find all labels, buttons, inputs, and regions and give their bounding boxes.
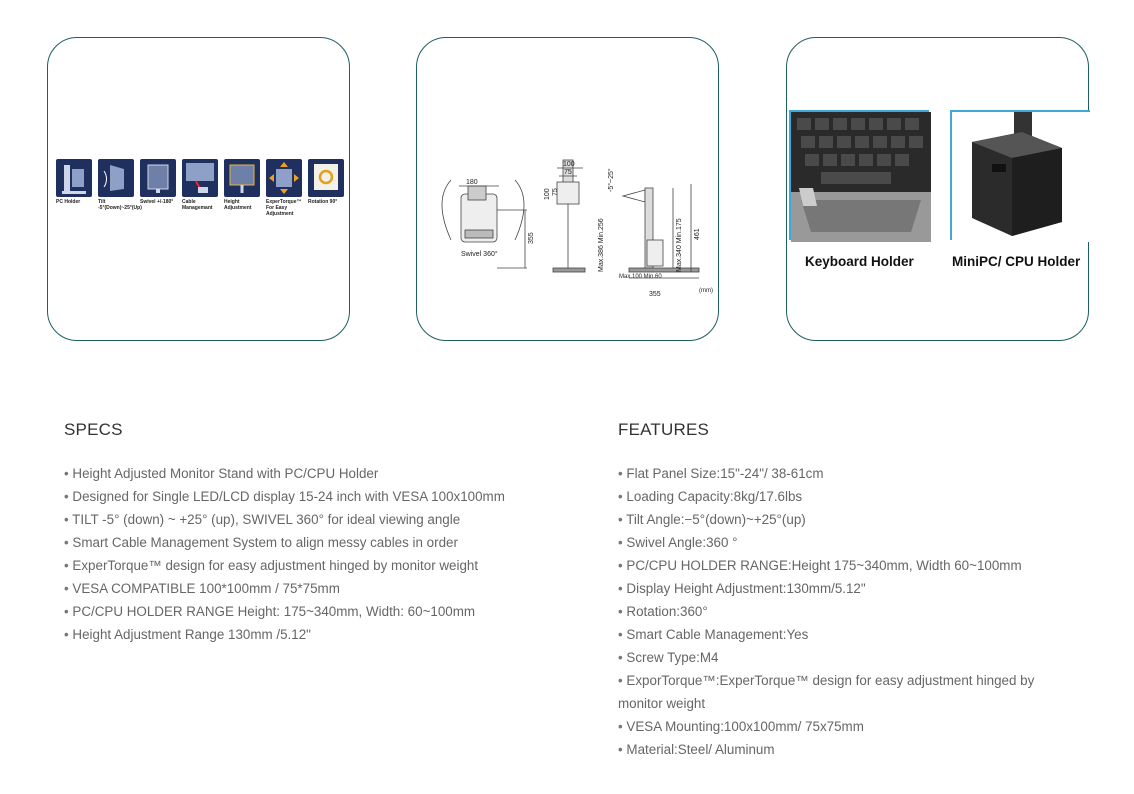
feature-icons-card <box>47 37 350 341</box>
dim-75: 75 <box>564 169 572 176</box>
list-item: • VESA Mounting:100x100mm/ 75x75mm <box>618 715 1068 738</box>
features-list <box>618 462 1068 761</box>
dim-swivel: Swivel 360° <box>461 251 498 258</box>
list-item: • Material:Steel/ Aluminum <box>618 738 1068 761</box>
height-adjustment-icon <box>224 159 260 197</box>
list-item: • ExporTorque™:ExperTorque™ design for easy adjustment hinged by monitor weight <box>618 669 1068 715</box>
dim-max340: Max.340 Min.175 <box>676 218 683 272</box>
feature-icon-strip <box>56 159 346 223</box>
specs-section <box>64 420 584 646</box>
features-section <box>618 420 1068 761</box>
dim-100-vertical: 100 <box>544 188 551 200</box>
swivel-icon <box>140 159 176 197</box>
list-item: • Display Height Adjustment:130mm/5.12" <box>618 577 1068 600</box>
list-item: • ExperTorque™ design for easy adjustment hinged by monitor weight <box>64 554 584 577</box>
dim-180: 180 <box>466 179 478 186</box>
list-item: • Rotation:360° <box>618 600 1068 623</box>
keyboard-holder-photo <box>789 110 929 240</box>
list-item: • Height Adjusted Monitor Stand with PC/CPU Holder <box>64 462 584 485</box>
dim-unit: (mm) <box>699 288 713 294</box>
dimensions-card <box>416 37 719 341</box>
front-view <box>553 160 585 272</box>
specs-list <box>64 462 584 646</box>
features-title: FEATURES <box>618 420 710 439</box>
list-item: • Tilt Angle:−5°(down)~+25°(up) <box>618 508 1068 531</box>
list-item: • Designed for Single LED/LCD display 15-24 inch with VESA 100x100mm <box>64 485 584 508</box>
rotation-icon <box>308 159 344 197</box>
accessories-card <box>786 37 1089 341</box>
list-item: • Smart Cable Management:Yes <box>618 623 1068 646</box>
list-item: • Flat Panel Size:15"-24"/ 38-61cm <box>618 462 1068 485</box>
list-item: • Smart Cable Management System to align messy cables in order <box>64 531 584 554</box>
dim-max100: Max.100 Min.60 <box>619 274 662 280</box>
dim-461: 461 <box>694 228 701 240</box>
specs-title: SPECS <box>64 420 123 439</box>
dim-355-bottom: 355 <box>649 291 661 298</box>
dim-max386: Max.386 Min.256 <box>598 218 605 272</box>
list-item: • VESA COMPATIBLE 100*100mm / 75*75mm <box>64 577 584 600</box>
feature-tilt: Tilt -5°(Down)~25°(Up) <box>98 159 134 211</box>
feature-cable-management: Cable Managemant <box>182 159 218 211</box>
list-item: • Swivel Angle:360 ° <box>618 531 1068 554</box>
dim-75-vertical: 75 <box>552 188 559 196</box>
list-item: • Screw Type:M4 <box>618 646 1068 669</box>
feature-pc-holder: PC Holder <box>56 159 92 205</box>
list-item: • Height Adjustment Range 130mm /5.12" <box>64 623 584 646</box>
pc-holder-icon <box>56 159 92 197</box>
feature-expertorque: ExperTorque™ For Easy Adjustment <box>266 159 302 217</box>
dim-355: 355 <box>528 232 535 244</box>
dim-tilt: -5°~25° <box>608 168 615 192</box>
minipc-holder-label: MiniPC/ CPU Holder <box>952 254 1081 269</box>
minipc-holder-photo <box>950 110 1090 240</box>
dim-100: 100 <box>563 161 575 168</box>
list-item: • Loading Capacity:8kg/17.6lbs <box>618 485 1068 508</box>
dimension-diagram <box>423 120 715 298</box>
feature-swivel: Swivel +/-180° <box>140 159 176 205</box>
list-item: • PC/CPU HOLDER RANGE:Height 175~340mm, Width 60~100mm <box>618 554 1068 577</box>
list-item: • TILT -5° (down) ~ +25° (up), SWIVEL 360° for ideal viewing angle <box>64 508 584 531</box>
side-view <box>623 184 699 278</box>
expertorque-icon <box>266 159 302 197</box>
list-item: • PC/CPU HOLDER RANGE Height: 175~340mm, Width: 60~100mm <box>64 600 584 623</box>
cable-management-icon <box>182 159 218 197</box>
tilt-icon <box>98 159 134 197</box>
keyboard-holder-label: Keyboard Holder <box>805 254 914 269</box>
feature-height-adjustment: Height Adjustment <box>224 159 260 211</box>
feature-rotation: Rotation 90° <box>308 159 344 205</box>
